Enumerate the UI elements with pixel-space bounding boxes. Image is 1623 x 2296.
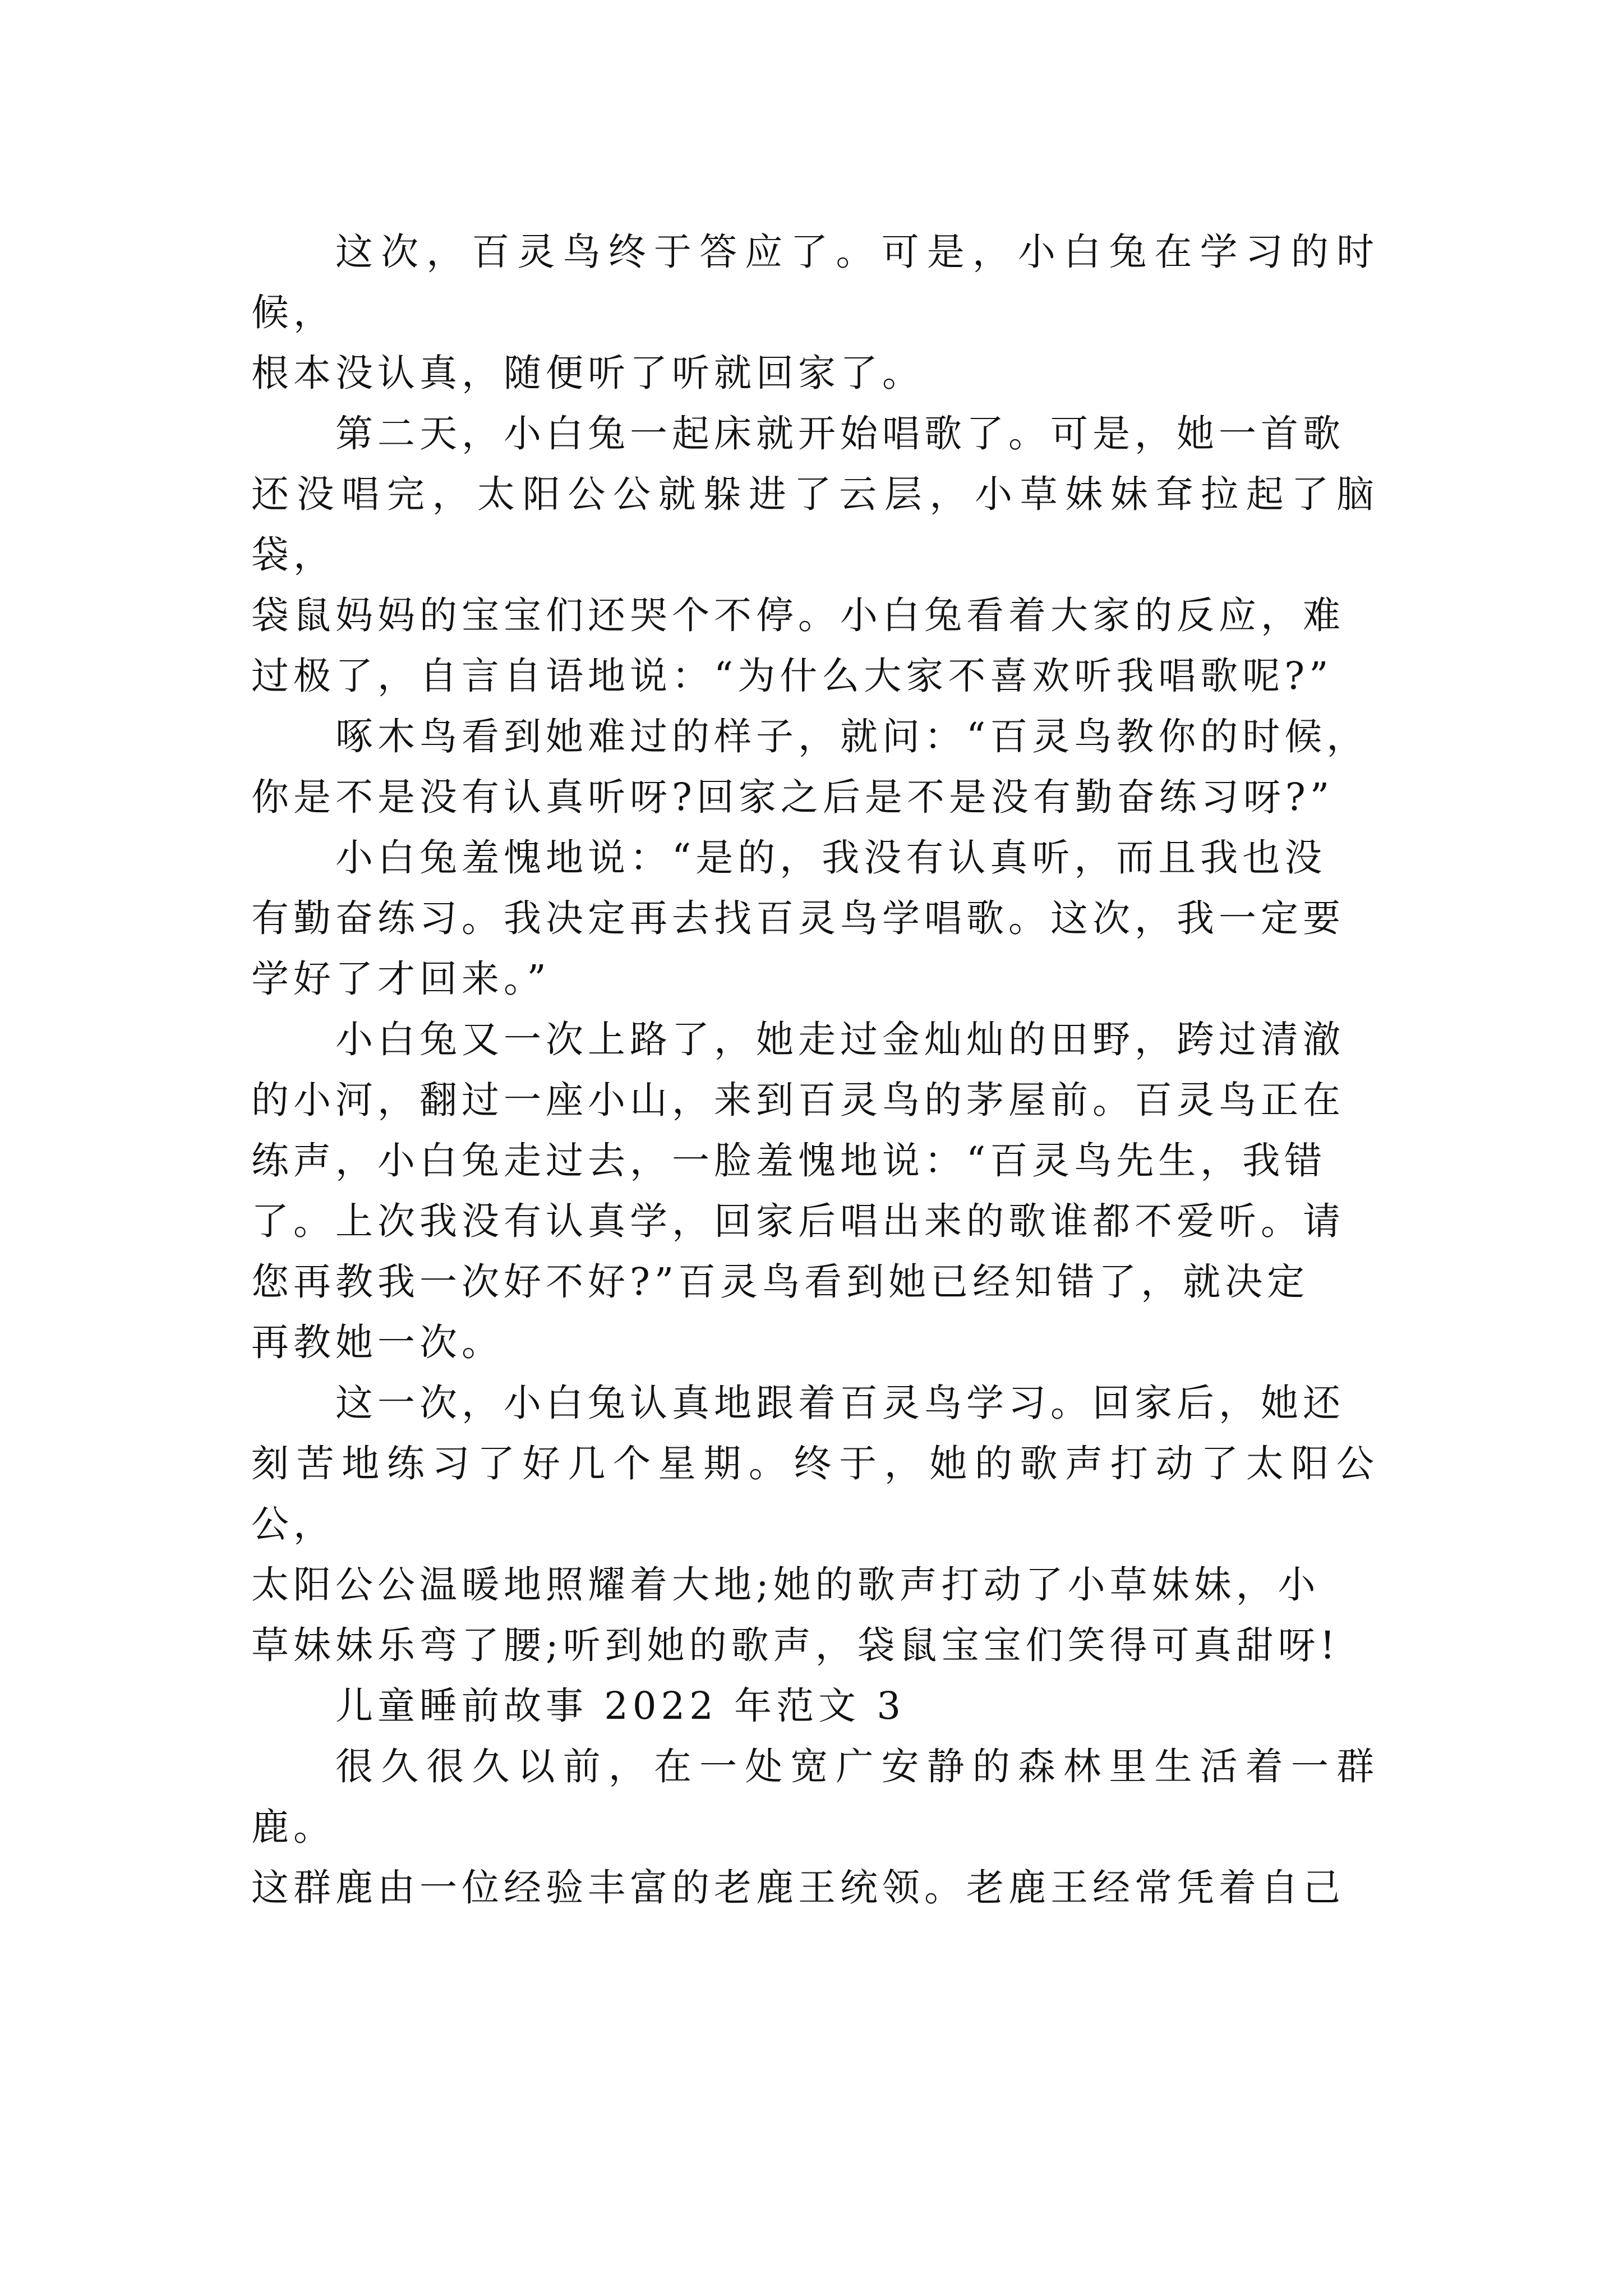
paragraph-1: 这次，百灵鸟终于答应了。可是，小白兔在学习的时候， 根本没认真，随便听了听就回家了。 [251,230,1378,395]
paragraph-3: 啄木鸟看到她难过的样子，就问：“百灵鸟教你的时候， 你是不是没有认真听呀?回家之后是不是没有勤奋练习呀?” [251,715,1369,819]
paragraph-5: 小白兔又一次上路了，她走过金灿灿的田野，跨过清澈 的小河，翻过一座小山，来到百灵鸟的茅屋前。百灵鸟正在 练声，小白兔走过去，一脸羞愧地说：“百灵鸟先生，我错 了。上次我没有认真学，回家后唱出来的歌谁都不爱听。请 您再教我一次好不好?”百灵鸟看到她已经知错了，就决定 再教她一次。 [251,1018,1345,1364]
paragraph-7: 很久很久以前，在一处宽广安静的森林里生活着一群鹿。 这群鹿由一位经验丰富的老鹿王统领。老鹿王经常凭着自己 [251,1745,1378,1910]
paragraph-4: 小白兔羞愧地说：“是的，我没有认真听，而且我也没 有勤奋练习。我决定再去找百灵鸟学唱歌。这次，我一定要 学好了才回来。” [251,836,1345,1001]
paragraph-6: 这一次，小白兔认真地跟着百灵鸟学习。回家后，她还 刻苦地练习了好几个星期。终于，她的歌声打动了太阳公公， 太阳公公温暖地照耀着大地;她的歌声打动了小草妹妹，小 草妹妹乐弯了腰;听到她的歌声，袋鼠宝宝们笑得可真甜呀! [251,1381,1378,1667]
paragraph-2: 第二天，小白兔一起床就开始唱歌了。可是，她一首歌 还没唱完，太阳公公就躲进了云层，小草妹妹耷拉起了脑袋， 袋鼠妈妈的宝宝们还哭个不停。小白兔看着大家的反应，难 过极了，自言自语地说：“为什么大家不喜欢听我唱歌呢?” [251,412,1378,698]
document-body [251,222,1378,1918]
section-heading: 儿童睡前故事 2022 年范文 3 [335,1684,906,1728]
